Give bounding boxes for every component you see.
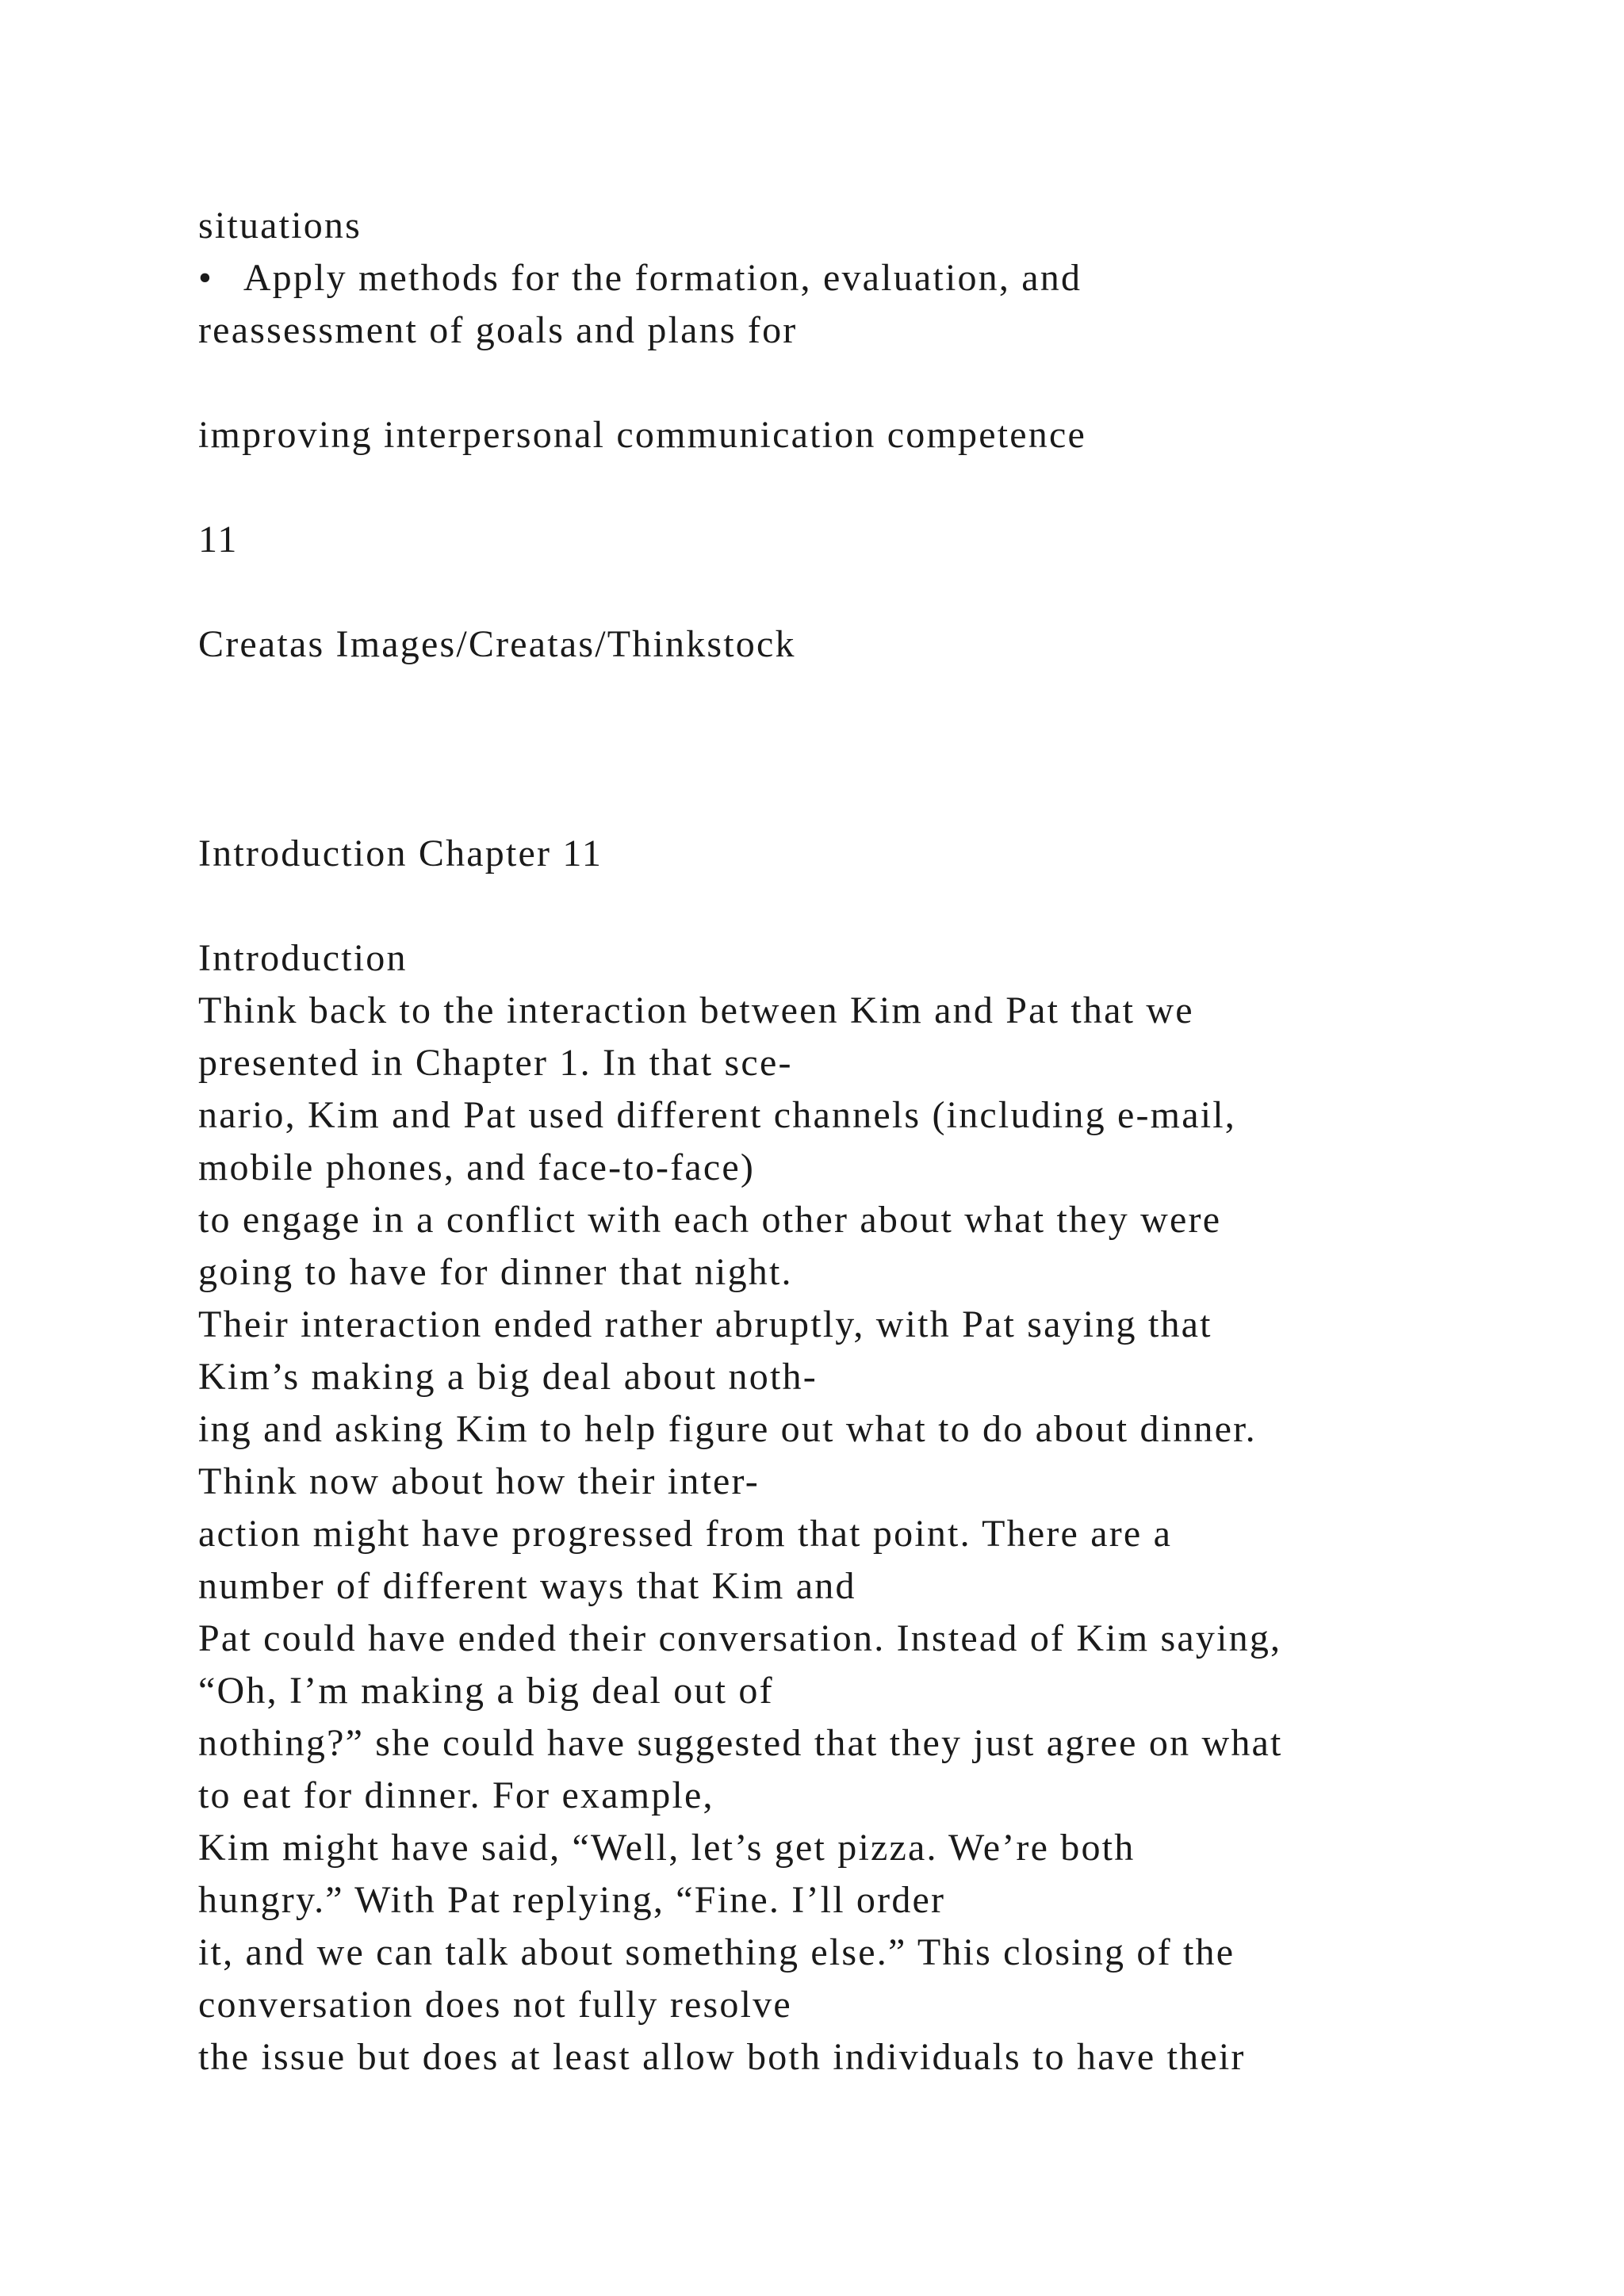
- text-line: “Oh, I’m making a big deal out of: [198, 1670, 774, 1712]
- text-line: Think back to the interaction between Kim and Pat that we: [198, 989, 1194, 1031]
- text-line: to eat for dinner. For example,: [198, 1774, 714, 1816]
- text-line: reassessment of goals and plans for: [198, 309, 798, 351]
- text-line: the issue but does at least allow both individuals to have their: [198, 2036, 1246, 2078]
- text-line: presented in Chapter 1. In that sce-: [198, 1042, 793, 1084]
- page-number: 11: [198, 519, 239, 561]
- text-line: Kim might have said, “Well, let’s get pizza. We’re both: [198, 1827, 1136, 1869]
- text-line: to engage in a conflict with each other about what they were: [198, 1199, 1222, 1241]
- chapter-heading: Introduction Chapter 11: [198, 832, 603, 874]
- text-line: situations: [198, 205, 362, 247]
- text-line: action might have progressed from that point. There are a: [198, 1513, 1173, 1555]
- text-line: improving interpersonal communication competence: [198, 414, 1086, 456]
- text-line: nario, Kim and Pat used different channels (including e-mail,: [198, 1094, 1236, 1136]
- text-line: nothing?” she could have suggested that they just agree on what: [198, 1722, 1283, 1764]
- text-line: it, and we can talk about something else.” This closing of the: [198, 1931, 1235, 1973]
- text-line: Think now about how their inter-: [198, 1460, 760, 1502]
- text-line: ing and asking Kim to help figure out what to do about dinner.: [198, 1408, 1257, 1450]
- text-line: mobile phones, and face-to-face): [198, 1146, 756, 1188]
- text-line: number of different ways that Kim and: [198, 1565, 856, 1607]
- section-title: Introduction: [198, 937, 408, 979]
- text-line: Kim’s making a big deal about noth-: [198, 1356, 818, 1398]
- text-line: Pat could have ended their conversation. Instead of Kim saying,: [198, 1617, 1282, 1659]
- text-line: conversation does not fully resolve: [198, 1984, 792, 2026]
- bullet-line: • Apply methods for the formation, evaluation, and: [198, 257, 1082, 299]
- text-line: Their interaction ended rather abruptly, with Pat saying that: [198, 1303, 1212, 1345]
- text-line: going to have for dinner that night.: [198, 1251, 793, 1293]
- image-credit: Creatas Images/Creatas/Thinkstock: [198, 623, 796, 665]
- text-line: hungry.” With Pat replying, “Fine. I’ll order: [198, 1879, 946, 1921]
